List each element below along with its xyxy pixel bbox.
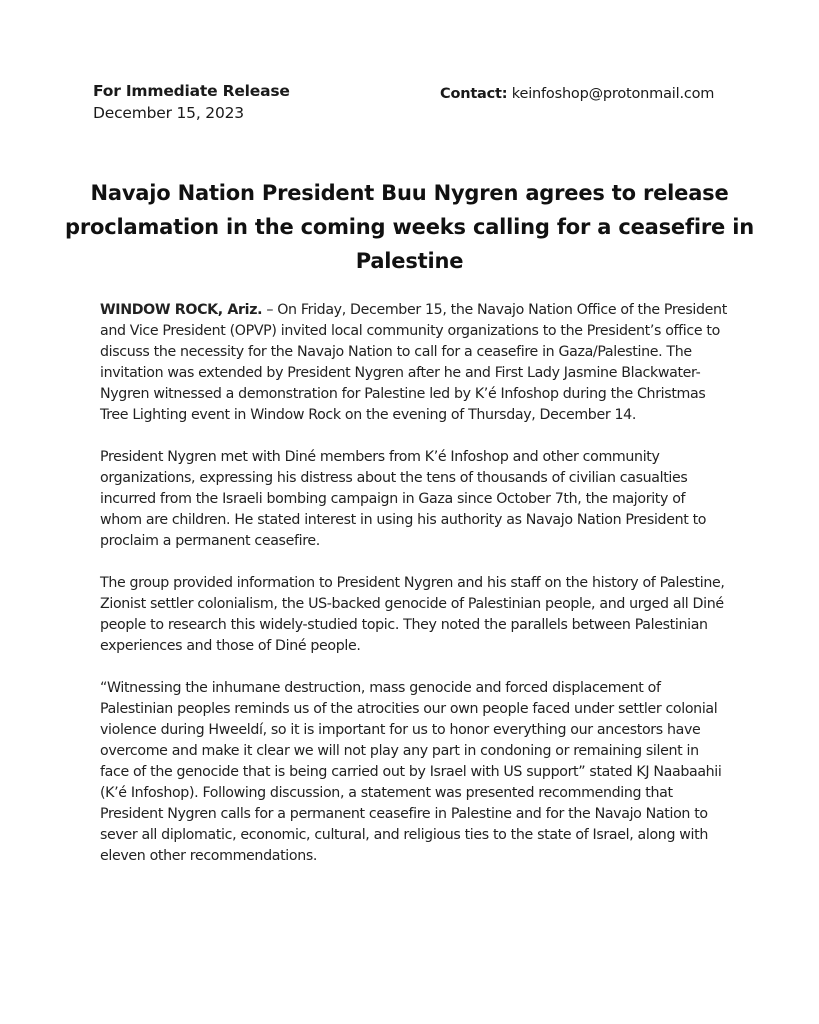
release-label: For Immediate Release	[93, 82, 290, 100]
release-date: December 15, 2023	[93, 104, 244, 122]
contact-info	[440, 84, 714, 104]
paragraph-2: President Nygren met with Diné members from K’é Infoshop and other community organizations, expressing his distress about the tens of thousands of civilian casualties incurred from the Israeli bombing campaign in Gaza since October 7th, the majority of whom are children. He stated interest in using his authority as Navajo Nation President to proclaim a permanent ceasefire.	[100, 449, 707, 549]
paragraph-3: The group provided information to President Nygren and his staff on the history of Palestine, Zionist settler colonialism, the US-backed genocide of Palestinian people, and urged all Diné people to research this widely-studied topic. They noted the parallels between Palestinian experiences and those of Diné people.	[100, 575, 725, 654]
paragraph-1	[100, 300, 730, 426]
release-info	[93, 80, 290, 124]
press-release-body	[100, 300, 730, 888]
contact-email: keinfoshop@protonmail.com	[511, 86, 715, 102]
contact-label: Contact:	[440, 86, 508, 102]
dateline: WINDOW ROCK, Ariz.	[100, 302, 263, 318]
paragraph-4: “Witnessing the inhumane destruction, mass genocide and forced displacement of Palestinian peoples reminds us of the atrocities our own people faced under settler colonial violence during Hweeldí, so it is important for us to honor everything our ancestors have overcome and make it clear we will not play any part in condoning or remaining silent in face of the genocide that is being carried out by Israel with US support” stated KJ Naabaahii (K’é Infoshop). Following discussion, a statement was presented recommending that President Nygren calls for a permanent ceasefire in Palestine and for the Navajo Nation to sever all diplomatic, economic, cultural, and religious ties to the state of Israel, along with eleven other recommendations.	[100, 680, 722, 864]
paragraph-1-text: – On Friday, December 15, the Navajo Nation Office of the President and Vice President (OPVP) invited local community organizations to the President’s office to discuss the necessity for the Navajo Nation to call for a ceasefire in Gaza/Palestine. The invitation was extended by President Nygren after he and First Lady Jasmine Blackwater-Nygren witnessed a demonstration for Palestine led by K’é Infoshop during the Christmas Tree Lighting event in Window Rock on the evening of Thursday, December 14.	[100, 302, 727, 423]
headline: Navajo Nation President Buu Nygren agrees to release proclamation in the coming weeks calling for a ceasefire in Palestine	[65, 181, 754, 273]
